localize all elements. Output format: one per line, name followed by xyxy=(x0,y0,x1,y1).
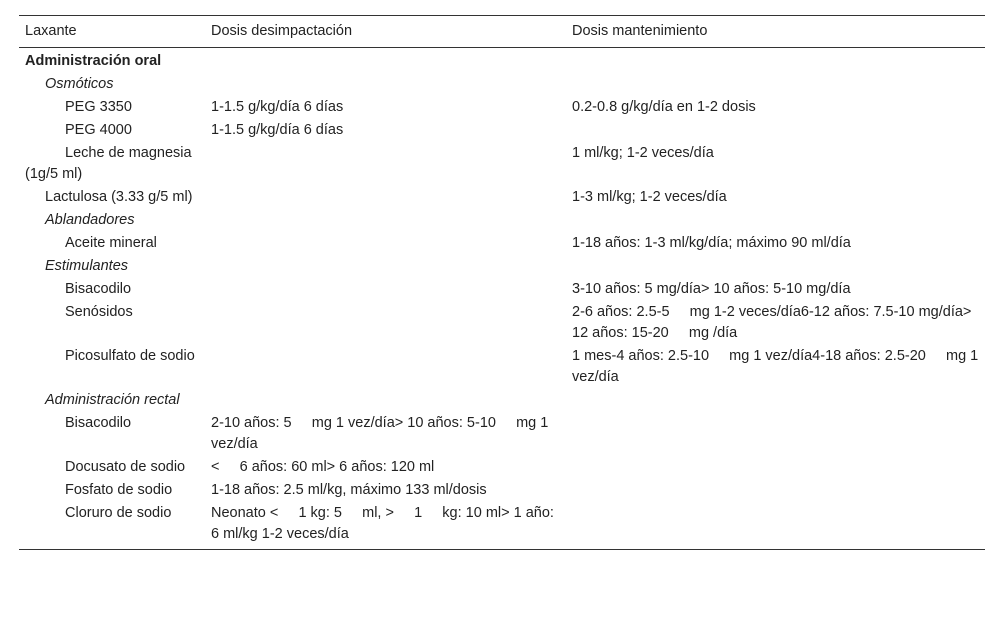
desimpactacion-dose xyxy=(205,232,566,255)
mantenimiento-dose: 1 mes-4 años: 2.5-10 mg 1 vez/día4-18 años: 2.5-20 mg 1 vez/día xyxy=(572,348,983,385)
table-row xyxy=(19,186,985,209)
table-row xyxy=(19,301,985,345)
category-label-osmoticos: Osmóticos xyxy=(45,76,114,92)
category-row-rectal xyxy=(19,389,985,412)
desimpactacion-dose xyxy=(205,278,566,301)
desimpactacion-dose: Neonato < 1 kg: 5 ml, > 1 kg: 10 ml> 1 año: 6 ml/kg 1-2 veces/día xyxy=(211,505,558,542)
mantenimiento-dose xyxy=(566,479,985,502)
laxative-name: Bisacodilo xyxy=(65,281,132,297)
mantenimiento-dose xyxy=(566,502,985,550)
table-row xyxy=(19,278,985,301)
table-row xyxy=(19,456,985,479)
desimpactacion-dose: 2-10 años: 5 mg 1 vez/día> 10 años: 5-10 mg 1 vez/día xyxy=(211,415,553,452)
table-row xyxy=(19,502,985,550)
mantenimiento-dose: 1-18 años: 1-3 ml/kg/día; máximo 90 ml/día xyxy=(572,235,851,251)
category-row-osmoticos xyxy=(19,73,985,96)
laxative-dosage-table xyxy=(19,15,985,550)
desimpactacion-dose xyxy=(205,345,566,389)
laxative-name: Aceite mineral xyxy=(65,235,157,251)
mantenimiento-dose: 1-3 ml/kg; 1-2 veces/día xyxy=(572,189,727,205)
table-row xyxy=(19,345,985,389)
laxative-name: PEG 3350 xyxy=(65,99,132,115)
mantenimiento-dose: 3-10 años: 5 mg/día> 10 años: 5-10 mg/día xyxy=(572,281,851,297)
category-row-ablandadores xyxy=(19,209,985,232)
category-row-estimulantes xyxy=(19,255,985,278)
table-row xyxy=(19,96,985,119)
category-label-estimulantes: Estimulantes xyxy=(45,258,129,274)
table-row xyxy=(19,119,985,142)
desimpactacion-dose: 1-1.5 g/kg/día 6 días xyxy=(211,99,344,115)
category-label-ablandadores: Ablandadores xyxy=(45,212,135,228)
laxative-name: Docusato de sodio xyxy=(65,459,186,475)
mantenimiento-dose: 1 ml/kg; 1-2 veces/día xyxy=(572,145,714,161)
table-row xyxy=(19,142,985,186)
laxative-name: Picosulfato de sodio xyxy=(65,348,195,364)
laxative-name: Fosfato de sodio xyxy=(65,482,173,498)
laxative-name: PEG 4000 xyxy=(65,122,132,138)
table-body xyxy=(19,48,985,550)
desimpactacion-dose: 1-18 años: 2.5 ml/kg, máximo 133 ml/dosis xyxy=(211,482,487,498)
table-header xyxy=(19,16,985,48)
laxative-name: Lactulosa (3.33 g/5 ml) xyxy=(45,189,193,205)
laxative-name: Cloruro de sodio xyxy=(65,505,172,521)
section-label-rectal: Administración rectal xyxy=(45,392,180,408)
mantenimiento-dose xyxy=(566,456,985,479)
header-dosis-mantenimiento: Dosis mantenimiento xyxy=(572,23,708,39)
mantenimiento-dose: 2-6 años: 2.5-5 mg 1-2 veces/día6-12 años: 7.5-10 mg/día> 12 años: 15-20 mg /día xyxy=(572,304,976,341)
header-dosis-desimpactacion: Dosis desimpactación xyxy=(211,23,353,39)
mantenimiento-dose xyxy=(566,412,985,456)
laxative-name: Senósidos xyxy=(65,304,133,320)
table-row xyxy=(19,412,985,456)
laxative-name: Leche de magnesia (1g/5 ml) xyxy=(25,145,192,182)
header-row xyxy=(19,16,985,48)
table-row xyxy=(19,232,985,255)
laxative-name: Bisacodilo xyxy=(65,415,132,431)
mantenimiento-dose xyxy=(566,119,985,142)
section-label-oral: Administración oral xyxy=(25,53,162,69)
table-row xyxy=(19,479,985,502)
desimpactacion-dose: 1-1.5 g/kg/día 6 días xyxy=(211,122,344,138)
desimpactacion-dose xyxy=(205,186,566,209)
desimpactacion-dose xyxy=(205,142,566,186)
mantenimiento-dose: 0.2-0.8 g/kg/día en 1-2 dosis xyxy=(572,99,756,115)
desimpactacion-dose xyxy=(205,301,566,345)
section-row-oral xyxy=(19,48,985,74)
header-laxante: Laxante xyxy=(25,23,77,39)
desimpactacion-dose: < 6 años: 60 ml> 6 años: 120 ml xyxy=(211,459,435,475)
